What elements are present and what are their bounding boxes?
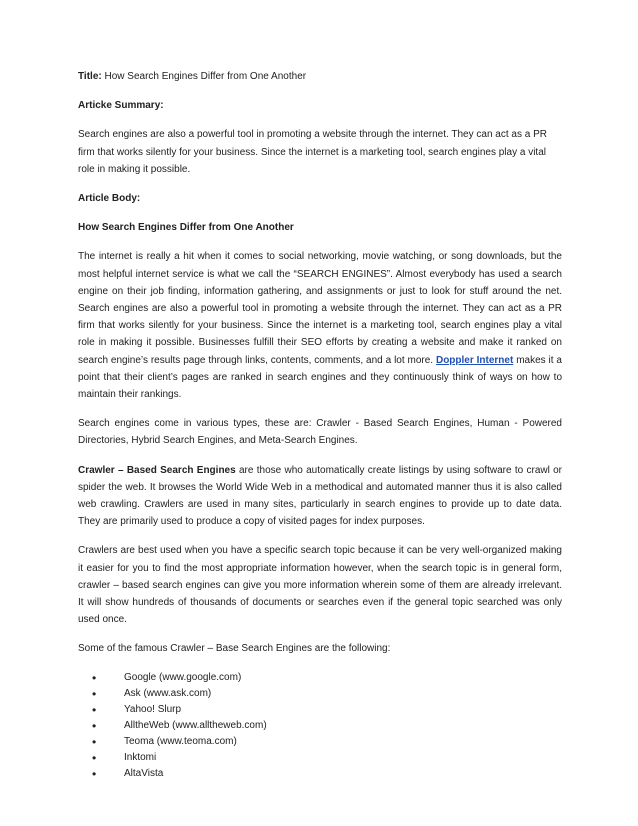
list-item-label: Teoma (www.teoma.com) [124, 735, 237, 747]
list-item [92, 670, 562, 686]
paragraph-list-intro: Some of the famous Crawler – Base Search Engines are the following: [78, 643, 391, 655]
list-item-label: Ask (www.ask.com) [124, 687, 212, 699]
list-item-label: AltaVista [124, 767, 164, 779]
list-item [92, 766, 562, 782]
bullet-icon: • [92, 750, 97, 765]
search-engine-list [78, 670, 562, 782]
body-label: Article Body: [78, 193, 141, 205]
bullet-icon: • [92, 702, 97, 717]
crawler-term: Crawler – Based Search Engines [78, 464, 236, 476]
list-item [92, 750, 562, 766]
title-label: Title: [78, 71, 102, 82]
list-item-label: Yahoo! Slurp [124, 703, 182, 715]
list-item [92, 702, 562, 718]
bullet-icon: • [92, 670, 97, 685]
list-item [92, 686, 562, 702]
summary-text: Search engines are also a powerful tool in promoting a website through the internet. They can act as a PR firm that works silently for your business. Since the internet is a marketing tool, search engines play a vital role in making it possible. [78, 129, 547, 175]
paragraph-crawler-usage: Crawlers are best used when you have a specific search topic because it can be very well-organized making it easier for you to find the most appropriate information however, when the search topic is in general form, crawler – based search engines can give you more information wherein some of them are already irrelevant. It will show hundreds of thousands of documents or searches even if the general topic searched was only used once. [78, 545, 562, 626]
bullet-icon: • [92, 766, 97, 781]
title-line [78, 68, 562, 85]
paragraph-intro [78, 248, 562, 403]
paragraph-types: Search engines come in various types, these are: Crawler - Based Search Engines, Human - Powered Directories, Hybrid Search Engines, and Meta-Search Engines. [78, 418, 562, 447]
paragraph-intro-text: The internet is really a hit when it comes to social networking, movie watching, or song downloads, but the most helpful internet service is what we call the “SEARCH ENGINES”. Almost everybody has used a search engine on their job finding, information gathering, and assignments or just to look for stuff around the net. Search engines are also a powerful tool in promoting a website through the internet. They can act as a PR firm that works silently for your business. Since the internet is a marketing tool, search engines play a vital role in making it possible. Businesses fulfill their SEO efforts by creating a website and make it ranked on search engine’s results page through links, contents, comments, and a lot more. [78, 251, 562, 366]
bullet-icon: • [92, 718, 97, 733]
list-item-label: AlltheWeb (www.alltheweb.com) [124, 719, 267, 731]
paragraph-intro-continued: makes it a point that their client’s pages are ranked in search engines and they continuously think of ways on how to maintain their rankings. [78, 354, 562, 401]
bullet-icon: • [92, 686, 97, 701]
list-item [92, 718, 562, 734]
list-item [92, 734, 562, 750]
document-page [78, 68, 562, 782]
paragraph-crawler [78, 462, 562, 531]
body-heading: How Search Engines Differ from One Another [78, 222, 294, 234]
crawler-definition: are those who automatically create listings by using software to crawl or spider the web. It browses the World Wide Web in a methodical and automated manner thus it is also called web crawling. Crawlers are used in many sites, particularly in search engines to provide up to date data. They are primarily used to produce a copy of visited pages for index purposes. [78, 464, 563, 528]
summary-label: Articke Summary: [78, 100, 164, 112]
title-value: How Search Engines Differ from One Another [104, 71, 307, 82]
bullet-icon: • [92, 734, 97, 749]
list-item-label: Google (www.google.com) [124, 671, 242, 683]
doppler-internet-link[interactable]: Doppler Internet [435, 354, 514, 366]
list-item-label: Inktomi [124, 751, 157, 763]
